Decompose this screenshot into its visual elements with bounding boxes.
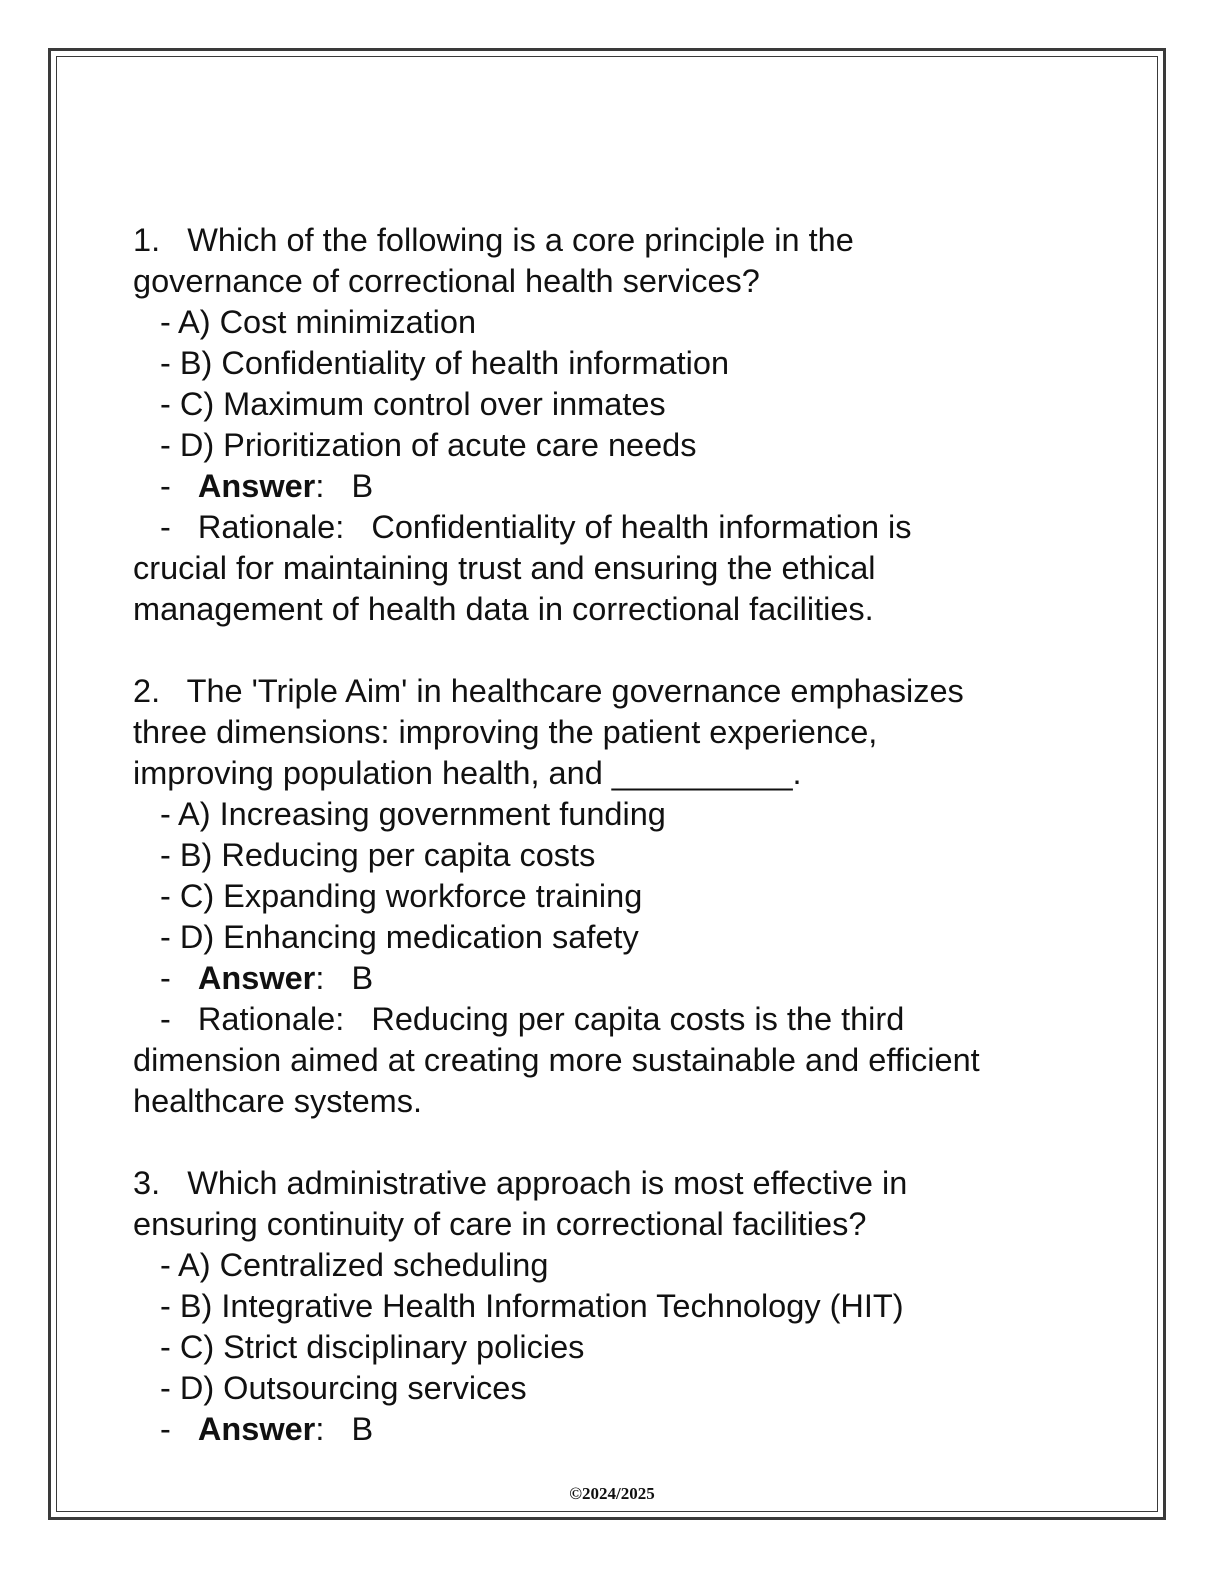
- question-stem: 1. Which of the following is a core principle in the: [133, 222, 854, 258]
- question-stem-line: three dimensions: improving the patient experience,: [133, 714, 878, 750]
- rationale-text: crucial for maintaining trust and ensuring the ethical: [133, 550, 876, 586]
- answer-line: - Answer: B: [160, 960, 374, 996]
- option-d: - D) Enhancing medication safety: [160, 919, 639, 955]
- answer-label: Answer: [197, 960, 316, 996]
- option-b: - B) Integrative Health Information Technology (HIT): [160, 1288, 904, 1324]
- option-b: - B) Confidentiality of health information: [160, 345, 730, 381]
- rationale-line: - Rationale: Confidentiality of health information is: [160, 509, 912, 545]
- question-stem-line: ensuring continuity of care in correctional facilities?: [133, 1206, 867, 1242]
- question-number: 1.: [133, 222, 161, 258]
- question-stem: 2. The 'Triple Aim' in healthcare governance emphasizes: [133, 673, 964, 709]
- rationale-text: healthcare systems.: [133, 1083, 423, 1119]
- rationale-line: - Rationale: Reducing per capita costs is the third: [160, 1001, 905, 1037]
- option-c: - C) Expanding workforce training: [160, 878, 643, 914]
- question-list: [133, 220, 1083, 1450]
- copyright-footer: ©2024/2025: [569, 1484, 655, 1503]
- option-a: - A) Cost minimization: [160, 304, 477, 340]
- answer-label: Answer: [197, 468, 316, 504]
- option-c: - C) Maximum control over inmates: [160, 386, 666, 422]
- option-b: - B) Reducing per capita costs: [160, 837, 596, 873]
- option-d: - D) Prioritization of acute care needs: [160, 427, 697, 463]
- option-d: - D) Outsourcing services: [160, 1370, 527, 1406]
- rationale-text: management of health data in correctional facilities.: [133, 591, 874, 627]
- option-c: - C) Strict disciplinary policies: [160, 1329, 585, 1365]
- question-stem-line: governance of correctional health services?: [133, 263, 760, 299]
- rationale-label: Rationale:: [197, 509, 345, 545]
- question-stem: 3. Which administrative approach is most effective in: [133, 1165, 908, 1201]
- question-3: [133, 1163, 1083, 1450]
- answer-label: Answer: [197, 1411, 316, 1447]
- answer-value: B: [351, 468, 374, 504]
- question-stem-line: improving population health, and __________.: [133, 755, 802, 791]
- question-1: [133, 220, 1083, 630]
- answer-value: B: [351, 1411, 374, 1447]
- option-a: - A) Increasing government funding: [160, 796, 666, 832]
- question-number: 3.: [133, 1165, 161, 1201]
- question-number: 2.: [133, 673, 161, 709]
- answer-line: - Answer: B: [160, 468, 374, 504]
- rationale-label: Rationale:: [197, 1001, 345, 1037]
- answer-value: B: [351, 960, 374, 996]
- rationale-text: dimension aimed at creating more sustainable and efficient: [133, 1042, 980, 1078]
- answer-line: - Answer: B: [160, 1411, 374, 1447]
- option-a: - A) Centralized scheduling: [160, 1247, 549, 1283]
- question-2: [133, 671, 1083, 1122]
